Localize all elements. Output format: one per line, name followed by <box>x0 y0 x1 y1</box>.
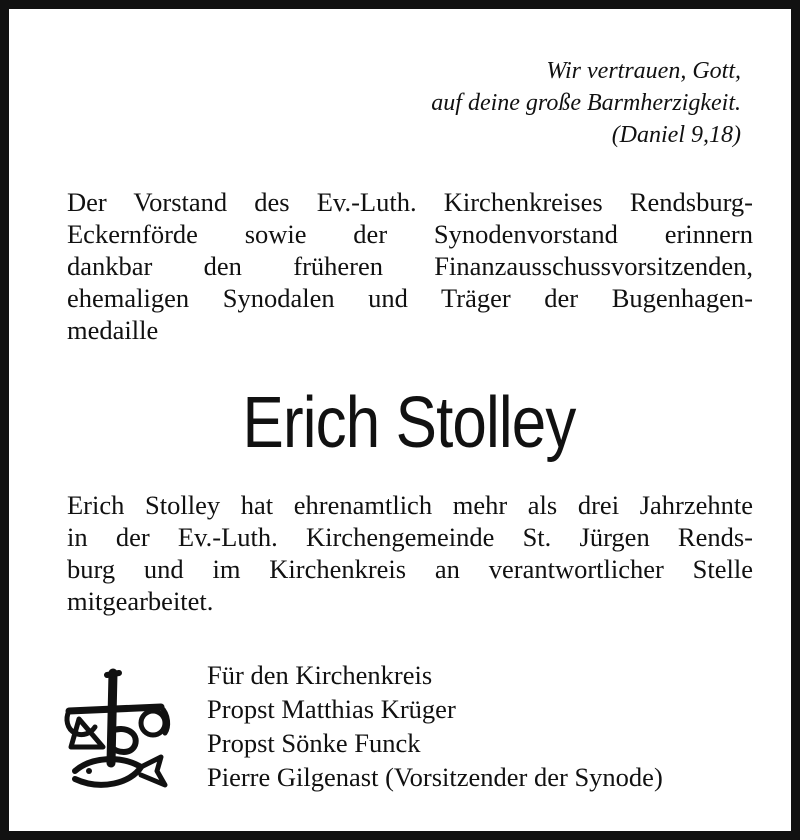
intro-line: Eckernförde sowie der Synodenvorstand erinnern <box>67 219 753 249</box>
deceased-name: Erich Stolley <box>242 383 576 463</box>
body-line: burg und im Kirchenkreis an verantwortlicher Stelle <box>67 554 753 584</box>
intro-line: medaille <box>67 315 159 345</box>
body-line: in der Ev.-Luth. Kirchengemeinde St. Jürgen Rends- <box>67 522 753 552</box>
intro-line: ehemaligen Synodalen und Träger der Bugenhagen- <box>67 283 753 313</box>
cross-anchor-fish-icon <box>61 667 173 801</box>
signature-line: Pierre Gilgenast (Vorsitzender der Synode) <box>207 762 663 792</box>
body-paragraph <box>67 489 753 617</box>
intro-paragraph <box>67 186 753 346</box>
signature-line: Propst Sönke Funck <box>207 728 421 758</box>
bible-verse-epigraph <box>431 55 741 151</box>
epigraph-line: auf deine große Barmherzigkeit. <box>431 90 741 116</box>
signature-line: Für den Kirchenkreis <box>207 660 433 690</box>
signature-block <box>207 658 663 794</box>
intro-line: dankbar den früheren Finanzausschussvorsitzenden, <box>67 251 753 281</box>
epigraph-reference: (Daniel 9,18) <box>611 122 741 148</box>
body-line: Erich Stolley hat ehrenamtlich mehr als drei Jahrzehnte <box>67 490 753 520</box>
signature-line: Propst Matthias Krüger <box>207 694 456 724</box>
body-line: mitgearbeitet. <box>67 586 214 616</box>
intro-line: Der Vorstand des Ev.-Luth. Kirchenkreises Rendsburg- <box>67 187 753 217</box>
epigraph-line: Wir vertrauen, Gott, <box>546 58 741 84</box>
